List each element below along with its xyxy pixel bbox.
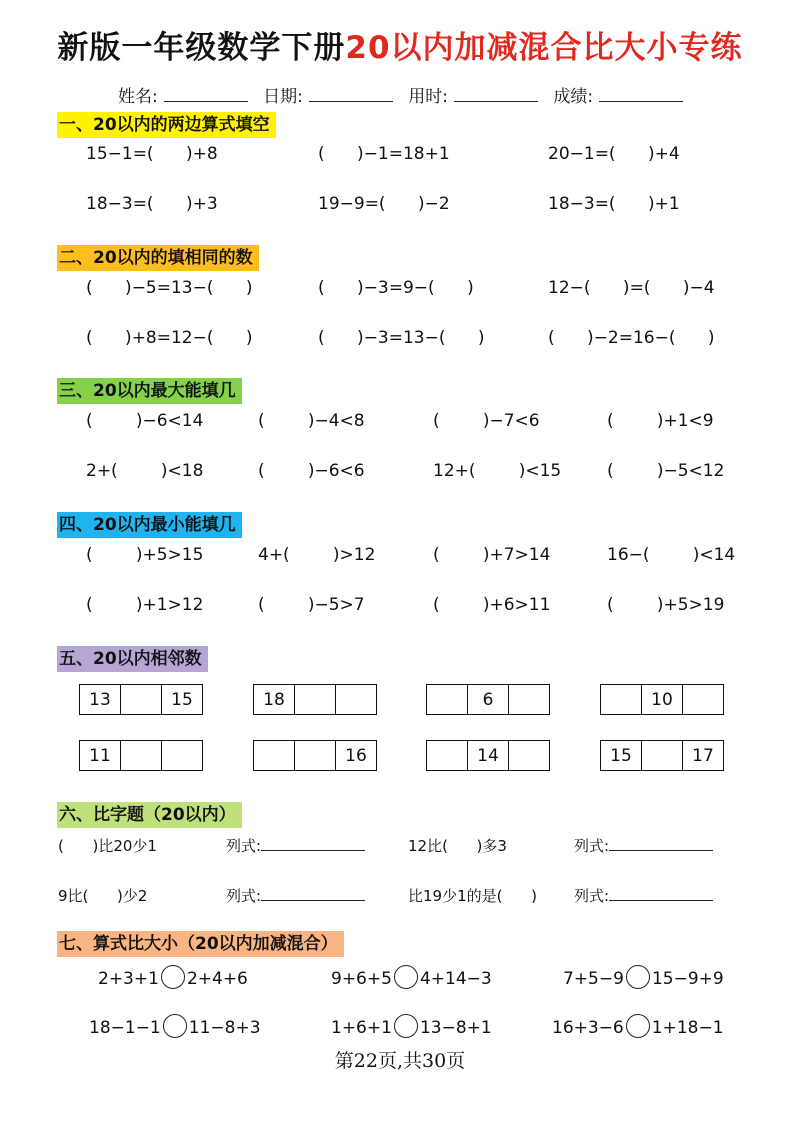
right-expression: 4+14−3 <box>419 969 492 989</box>
score-blank[interactable] <box>599 85 683 102</box>
neighbor-number-boxes <box>79 684 203 715</box>
section-1-row-1 <box>0 144 800 168</box>
word-problem: 12比( )多3 <box>408 837 507 855</box>
neighbor-number-boxes <box>600 684 724 715</box>
section-1-row-2 <box>0 194 800 218</box>
formula-label: 列式: <box>226 887 262 905</box>
section-4-header: 四、20以内最小能填几 <box>57 512 242 538</box>
inequality: 12+( )<15 <box>433 461 562 481</box>
left-expression: 18−1−1 <box>89 1018 161 1038</box>
score-label: 成绩: <box>553 87 594 107</box>
inequality: ( )+7>14 <box>433 545 551 565</box>
section-1-header: 一、20以内的两边算式填空 <box>57 112 276 138</box>
word-problem: 9比( )少2 <box>58 887 148 905</box>
formula-field[interactable] <box>226 885 365 906</box>
number-box[interactable] <box>295 741 336 770</box>
left-expression: 16+3−6 <box>552 1018 624 1038</box>
equation: 18−3=( )+1 <box>548 194 680 214</box>
formula-label: 列式: <box>574 887 610 905</box>
number-box[interactable]: 11 <box>80 741 121 770</box>
formula-blank[interactable] <box>261 886 365 901</box>
compare-circle[interactable] <box>163 1014 187 1038</box>
page-number: 第22页,共30页 <box>334 1050 466 1072</box>
equation: ( )−3=9−( ) <box>318 278 474 298</box>
right-expression: 15−9+9 <box>651 969 724 989</box>
compare-circle[interactable] <box>161 965 185 989</box>
formula-blank[interactable] <box>609 886 713 901</box>
number-box[interactable] <box>295 685 336 714</box>
section-2-header: 二、20以内的填相同的数 <box>57 245 259 271</box>
number-box[interactable]: 6 <box>468 685 509 714</box>
inequality: 16−( )<14 <box>607 545 736 565</box>
comparison <box>331 967 492 991</box>
compare-circle[interactable] <box>626 965 650 989</box>
equation: 15−1=( )+8 <box>86 144 218 164</box>
left-expression: 7+5−9 <box>563 969 624 989</box>
comparison <box>563 967 724 991</box>
name-blank[interactable] <box>164 85 248 102</box>
section-3-header: 三、20以内最大能填几 <box>57 378 242 404</box>
equation: 20−1=( )+4 <box>548 144 680 164</box>
right-expression: 13−8+1 <box>419 1018 492 1038</box>
section-5-header: 五、20以内相邻数 <box>57 646 208 672</box>
left-expression: 1+6+1 <box>331 1018 392 1038</box>
inequality: ( )−6<6 <box>258 461 365 481</box>
section-2-row-1 <box>0 278 800 302</box>
page-title <box>0 22 800 67</box>
number-box[interactable] <box>427 741 468 770</box>
section-4-row-2 <box>0 595 800 619</box>
section-7-header: 七、算式比大小（20以内加减混合） <box>57 931 344 957</box>
comparison <box>331 1016 492 1040</box>
section-6-row-2 <box>0 885 800 909</box>
number-box[interactable] <box>509 685 549 714</box>
right-expression: 11−8+3 <box>188 1018 261 1038</box>
compare-circle[interactable] <box>626 1014 650 1038</box>
neighbor-number-boxes <box>253 684 377 715</box>
student-info-line <box>118 82 693 107</box>
equation: ( )−3=13−( ) <box>318 328 485 348</box>
number-box[interactable] <box>601 685 642 714</box>
inequality: ( )+5>15 <box>86 545 204 565</box>
word-problem: ( )比20少1 <box>58 837 157 855</box>
section-4-row-1 <box>0 545 800 569</box>
section-5-row-1 <box>0 684 800 715</box>
time-label: 用时: <box>408 87 449 107</box>
equation: ( )−2=16−( ) <box>548 328 715 348</box>
number-box[interactable] <box>162 741 202 770</box>
comparison <box>552 1016 724 1040</box>
number-box[interactable] <box>336 685 376 714</box>
neighbor-number-boxes <box>79 740 203 771</box>
inequality: ( )+1>12 <box>86 595 204 615</box>
section-7-row-2 <box>0 1016 800 1040</box>
section-6-row-1 <box>0 835 800 859</box>
equation: 12−( )=( )−4 <box>548 278 715 298</box>
inequality: ( )+5>19 <box>607 595 725 615</box>
comparison <box>89 1016 261 1040</box>
right-expression: 1+18−1 <box>651 1018 724 1038</box>
word-problem: 比19少1的是( ) <box>408 887 537 905</box>
section-5-row-2 <box>0 740 800 771</box>
equation: 18−3=( )+3 <box>86 194 218 214</box>
section-3-row-1 <box>0 411 800 435</box>
inequality: ( )−4<8 <box>258 411 365 431</box>
comparison <box>98 967 248 991</box>
date-label: 日期: <box>263 87 303 107</box>
inequality: ( )−5>7 <box>258 595 365 615</box>
right-expression: 2+4+6 <box>186 969 248 989</box>
section-3-row-2 <box>0 461 800 485</box>
compare-circle[interactable] <box>394 1014 418 1038</box>
neighbor-number-boxes <box>600 740 724 771</box>
formula-field[interactable] <box>574 835 713 856</box>
number-box[interactable]: 17 <box>692 745 714 766</box>
left-expression: 9+6+5 <box>331 969 392 989</box>
name-label: 姓名: <box>118 87 158 107</box>
number-box[interactable]: 13 <box>80 685 121 714</box>
number-box[interactable]: 14 <box>468 741 509 770</box>
number-box[interactable]: 16 <box>345 745 367 766</box>
inequality: 2+( )<18 <box>86 461 204 481</box>
section-6-header: 六、比字题（20以内） <box>57 802 242 828</box>
equation: 19−9=( )−2 <box>318 194 450 214</box>
neighbor-number-boxes <box>253 740 377 771</box>
date-blank[interactable] <box>309 85 393 102</box>
formula-label: 列式: <box>574 837 610 855</box>
equation: ( )+8=12−( ) <box>86 328 253 348</box>
number-box[interactable]: 15 <box>601 741 642 770</box>
section-7-row-1 <box>0 967 800 991</box>
number-box[interactable] <box>642 741 683 770</box>
title-red-part: 20以内加减混合比大小专练 <box>345 30 743 66</box>
compare-circle[interactable] <box>394 965 418 989</box>
inequality: ( )−7<6 <box>433 411 540 431</box>
equation: ( )−1=18+1 <box>318 144 450 164</box>
time-blank[interactable] <box>454 85 538 102</box>
inequality: ( )−5<12 <box>607 461 725 481</box>
formula-field[interactable] <box>574 885 713 906</box>
number-box[interactable] <box>121 685 162 714</box>
inequality: ( )−6<14 <box>86 411 204 431</box>
inequality: 4+( )>12 <box>258 545 376 565</box>
neighbor-number-boxes <box>426 740 550 771</box>
number-box[interactable] <box>254 741 295 770</box>
number-box[interactable]: 18 <box>254 685 295 714</box>
number-box[interactable] <box>683 685 723 714</box>
title-black-part: 新版一年级数学下册 <box>57 30 346 66</box>
number-box[interactable] <box>509 741 549 770</box>
number-box[interactable] <box>121 741 162 770</box>
formula-blank[interactable] <box>261 836 365 851</box>
number-box[interactable]: 15 <box>171 689 193 710</box>
formula-blank[interactable] <box>609 836 713 851</box>
left-expression: 2+3+1 <box>98 969 159 989</box>
neighbor-number-boxes <box>426 684 550 715</box>
equation: ( )−5=13−( ) <box>86 278 253 298</box>
formula-label: 列式: <box>226 837 262 855</box>
number-box[interactable] <box>427 685 468 714</box>
inequality: ( )+6>11 <box>433 595 551 615</box>
inequality: ( )+1<9 <box>607 411 714 431</box>
number-box[interactable]: 10 <box>642 685 683 714</box>
formula-field[interactable] <box>226 835 365 856</box>
section-2-row-2 <box>0 328 800 352</box>
